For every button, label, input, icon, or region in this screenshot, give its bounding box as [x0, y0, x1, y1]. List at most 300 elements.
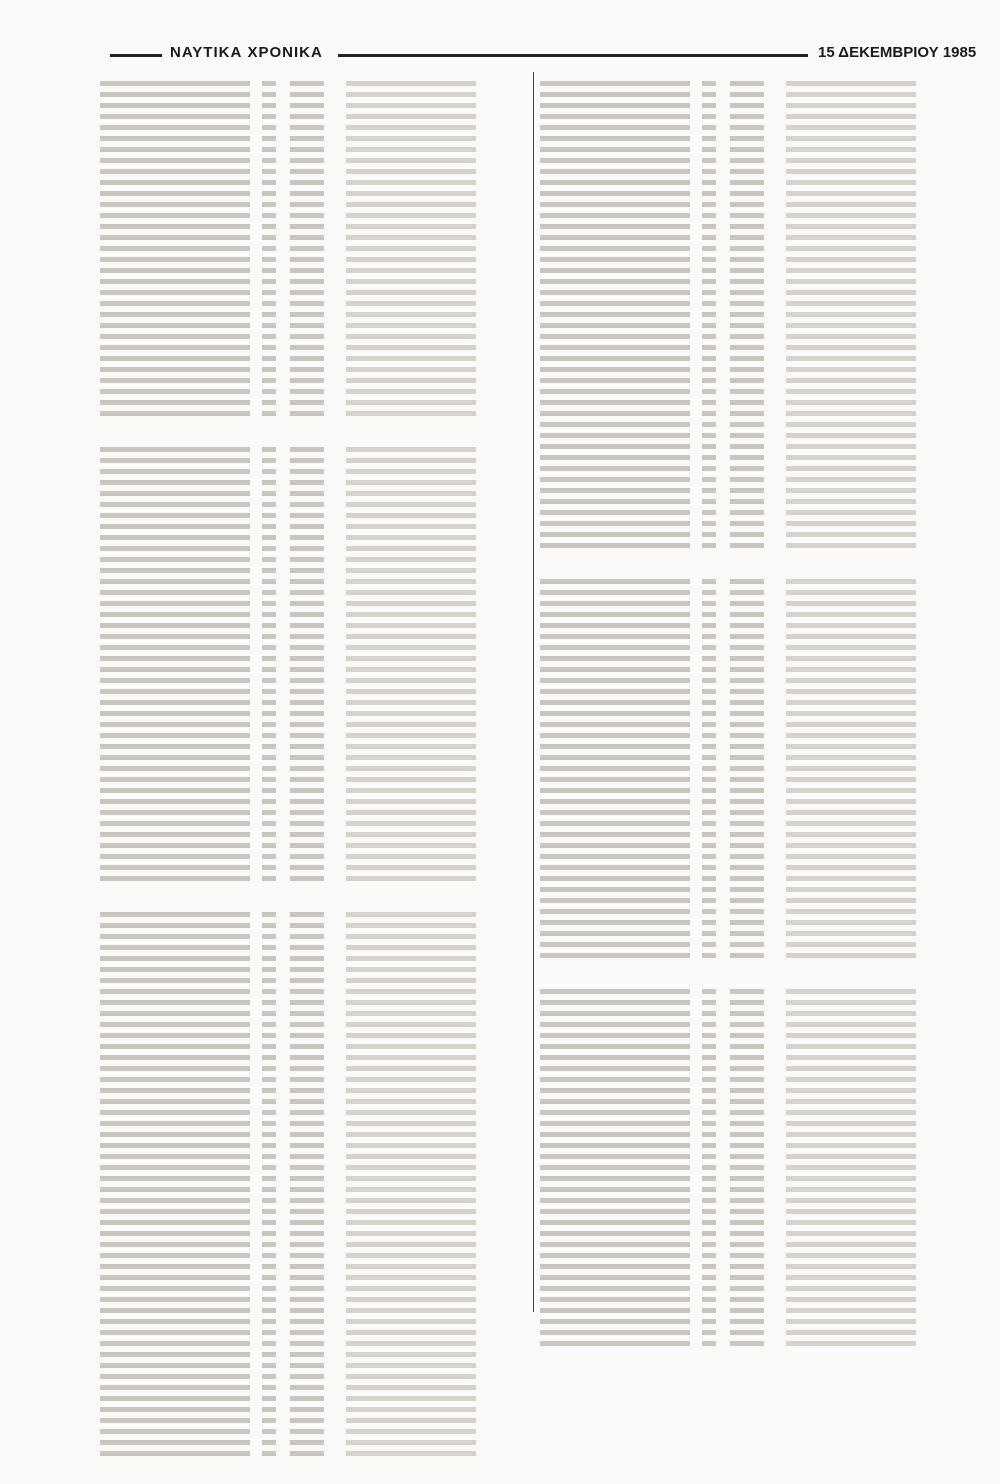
yr-placeholder: [262, 458, 276, 463]
st-placeholder: [346, 491, 476, 496]
st-placeholder: [786, 301, 916, 306]
ship-listing-row-placeholder: [100, 1074, 535, 1084]
yr-placeholder: [702, 532, 716, 537]
st-placeholder: [346, 1165, 476, 1170]
grt-placeholder: [730, 887, 764, 892]
ship-listing-row-placeholder: [100, 364, 535, 374]
name-placeholder: [100, 722, 250, 727]
ship-listing-row-placeholder: [540, 1294, 975, 1304]
grt-placeholder: [290, 1242, 324, 1247]
ship-listing-row-placeholder: [540, 298, 975, 308]
yr-placeholder: [702, 136, 716, 141]
st-placeholder: [346, 934, 476, 939]
grt-placeholder: [730, 510, 764, 515]
name-placeholder: [540, 114, 690, 119]
st-placeholder: [346, 469, 476, 474]
name-placeholder: [540, 623, 690, 628]
ship-listing-row-placeholder: [100, 631, 535, 641]
name-placeholder: [540, 788, 690, 793]
grt-placeholder: [730, 1176, 764, 1181]
yr-placeholder: [262, 634, 276, 639]
grt-placeholder: [290, 678, 324, 683]
name-placeholder: [100, 1275, 250, 1280]
st-placeholder: [346, 367, 476, 372]
name-placeholder: [100, 1110, 250, 1115]
ship-listing-row-placeholder: [540, 111, 975, 121]
name-placeholder: [100, 799, 250, 804]
st-placeholder: [346, 722, 476, 727]
name-placeholder: [100, 1132, 250, 1137]
ship-listing-row-placeholder: [540, 276, 975, 286]
ship-listing-row-placeholder: [100, 298, 535, 308]
st-placeholder: [786, 1319, 916, 1324]
st-placeholder: [346, 799, 476, 804]
grt-placeholder: [290, 1396, 324, 1401]
yr-placeholder: [702, 323, 716, 328]
st-placeholder: [346, 678, 476, 683]
yr-placeholder: [262, 1451, 276, 1456]
grt-placeholder: [730, 235, 764, 240]
yr-placeholder: [262, 777, 276, 782]
name-placeholder: [100, 246, 250, 251]
name-placeholder: [540, 257, 690, 262]
st-placeholder: [786, 1286, 916, 1291]
yr-placeholder: [262, 744, 276, 749]
name-placeholder: [540, 422, 690, 427]
st-placeholder: [786, 158, 916, 163]
ship-listing-row-placeholder: [540, 199, 975, 209]
yr-placeholder: [262, 667, 276, 672]
ship-listing-row-placeholder: [100, 1437, 535, 1447]
yr-placeholder: [702, 689, 716, 694]
st-placeholder: [786, 345, 916, 350]
yr-placeholder: [262, 312, 276, 317]
grt-placeholder: [730, 744, 764, 749]
name-placeholder: [540, 1055, 690, 1060]
ship-listing-row-placeholder: [540, 950, 975, 960]
yr-placeholder: [702, 433, 716, 438]
name-placeholder: [540, 832, 690, 837]
yr-placeholder: [702, 1209, 716, 1214]
grt-placeholder: [730, 1110, 764, 1115]
st-placeholder: [346, 1066, 476, 1071]
grt-placeholder: [730, 334, 764, 339]
yr-placeholder: [262, 378, 276, 383]
ship-listing-row-placeholder: [540, 741, 975, 751]
yr-placeholder: [702, 612, 716, 617]
yr-placeholder: [262, 945, 276, 950]
ship-listing-row-placeholder: [100, 111, 535, 121]
yr-placeholder: [702, 1143, 716, 1148]
ship-listing-row-placeholder: [100, 1448, 535, 1458]
ship-listing-row-placeholder: [100, 166, 535, 176]
yr-placeholder: [702, 257, 716, 262]
name-placeholder: [100, 788, 250, 793]
yr-placeholder: [702, 788, 716, 793]
ship-listing-row-placeholder: [100, 554, 535, 564]
ship-listing-row-placeholder: [100, 609, 535, 619]
ship-listing-row-placeholder: [540, 939, 975, 949]
name-placeholder: [100, 502, 250, 507]
grt-placeholder: [290, 356, 324, 361]
ship-listing-row-placeholder: [540, 1184, 975, 1194]
name-placeholder: [540, 733, 690, 738]
st-placeholder: [346, 821, 476, 826]
name-placeholder: [100, 367, 250, 372]
ship-listing-row-placeholder: [100, 177, 535, 187]
name-placeholder: [100, 1297, 250, 1302]
name-placeholder: [100, 1176, 250, 1181]
name-placeholder: [100, 854, 250, 859]
ship-listing-row-placeholder: [100, 752, 535, 762]
st-placeholder: [346, 1330, 476, 1335]
ship-listing-row-placeholder: [540, 587, 975, 597]
yr-placeholder: [702, 678, 716, 683]
grt-placeholder: [730, 345, 764, 350]
name-placeholder: [540, 290, 690, 295]
ship-listing-row-placeholder: [100, 1140, 535, 1150]
grt-placeholder: [290, 268, 324, 273]
grt-placeholder: [730, 1055, 764, 1060]
yr-placeholder: [262, 821, 276, 826]
name-placeholder: [100, 956, 250, 961]
grt-placeholder: [290, 1253, 324, 1258]
name-placeholder: [100, 480, 250, 485]
grt-placeholder: [730, 1264, 764, 1269]
yr-placeholder: [702, 843, 716, 848]
st-placeholder: [346, 158, 476, 163]
yr-placeholder: [702, 147, 716, 152]
name-placeholder: [100, 821, 250, 826]
st-placeholder: [346, 1374, 476, 1379]
ship-listing-row-placeholder: [100, 909, 535, 919]
yr-placeholder: [262, 1242, 276, 1247]
grt-placeholder: [290, 777, 324, 782]
ship-listing-row-placeholder: [540, 1228, 975, 1238]
name-placeholder: [540, 656, 690, 661]
grt-placeholder: [290, 579, 324, 584]
ship-listing-row-placeholder: [540, 1129, 975, 1139]
st-placeholder: [786, 1099, 916, 1104]
st-placeholder: [346, 1209, 476, 1214]
ship-listing-row-placeholder: [100, 276, 535, 286]
yr-placeholder: [702, 989, 716, 994]
grt-placeholder: [290, 667, 324, 672]
st-placeholder: [346, 1385, 476, 1390]
name-placeholder: [100, 1253, 250, 1258]
name-placeholder: [100, 400, 250, 405]
yr-placeholder: [702, 180, 716, 185]
ship-listing-row-placeholder: [540, 1085, 975, 1095]
yr-placeholder: [262, 1297, 276, 1302]
st-placeholder: [346, 92, 476, 97]
st-placeholder: [346, 1264, 476, 1269]
ship-listing-row-placeholder: [540, 807, 975, 817]
grt-placeholder: [730, 645, 764, 650]
yr-placeholder: [262, 147, 276, 152]
st-placeholder: [786, 1275, 916, 1280]
name-placeholder: [540, 810, 690, 815]
name-placeholder: [100, 1209, 250, 1214]
name-placeholder: [540, 103, 690, 108]
ship-listing-row-placeholder: [100, 353, 535, 363]
name-placeholder: [540, 543, 690, 548]
grt-placeholder: [290, 513, 324, 518]
grt-placeholder: [730, 1253, 764, 1258]
grt-placeholder: [290, 945, 324, 950]
yr-placeholder: [702, 1099, 716, 1104]
name-placeholder: [100, 147, 250, 152]
st-placeholder: [786, 1154, 916, 1159]
grt-placeholder: [290, 1099, 324, 1104]
grt-placeholder: [730, 634, 764, 639]
st-placeholder: [346, 1297, 476, 1302]
yr-placeholder: [262, 92, 276, 97]
ship-listing-row-placeholder: [100, 942, 535, 952]
name-placeholder: [540, 590, 690, 595]
name-placeholder: [540, 1110, 690, 1115]
grt-placeholder: [730, 466, 764, 471]
ship-listing-row-placeholder: [540, 598, 975, 608]
yr-placeholder: [262, 832, 276, 837]
name-placeholder: [540, 169, 690, 174]
ship-listing-row-placeholder: [100, 1217, 535, 1227]
ship-listing-row-placeholder: [540, 818, 975, 828]
name-placeholder: [100, 1022, 250, 1027]
ship-listing-row-placeholder: [540, 1261, 975, 1271]
st-placeholder: [346, 967, 476, 972]
name-placeholder: [100, 1374, 250, 1379]
name-placeholder: [100, 579, 250, 584]
grt-placeholder: [290, 1363, 324, 1368]
ship-listing-row-placeholder: [540, 928, 975, 938]
yr-placeholder: [702, 1176, 716, 1181]
ship-listing-row-placeholder: [540, 1041, 975, 1051]
grt-placeholder: [730, 1319, 764, 1324]
grt-placeholder: [290, 301, 324, 306]
yr-placeholder: [262, 799, 276, 804]
yr-placeholder: [702, 733, 716, 738]
grt-placeholder: [730, 246, 764, 251]
st-placeholder: [786, 876, 916, 881]
ship-listing-row-placeholder: [540, 397, 975, 407]
name-placeholder: [100, 967, 250, 972]
st-placeholder: [786, 799, 916, 804]
yr-placeholder: [702, 92, 716, 97]
name-placeholder: [540, 202, 690, 207]
name-placeholder: [100, 92, 250, 97]
name-placeholder: [540, 1011, 690, 1016]
name-placeholder: [540, 744, 690, 749]
grt-placeholder: [290, 103, 324, 108]
grt-placeholder: [730, 521, 764, 526]
grt-placeholder: [730, 1220, 764, 1225]
ship-listing-row-placeholder: [100, 122, 535, 132]
grt-placeholder: [290, 612, 324, 617]
grt-placeholder: [290, 788, 324, 793]
st-placeholder: [786, 1330, 916, 1335]
st-placeholder: [786, 1220, 916, 1225]
grt-placeholder: [290, 912, 324, 917]
grt-placeholder: [290, 1165, 324, 1170]
yr-placeholder: [702, 499, 716, 504]
grt-placeholder: [730, 92, 764, 97]
yr-placeholder: [262, 1121, 276, 1126]
yr-placeholder: [262, 1253, 276, 1258]
name-placeholder: [540, 301, 690, 306]
yr-placeholder: [262, 1088, 276, 1093]
grt-placeholder: [730, 942, 764, 947]
name-placeholder: [100, 1308, 250, 1313]
ship-listing-row-placeholder: [100, 1195, 535, 1205]
ship-listing-row-placeholder: [100, 730, 535, 740]
ship-listing-row-placeholder: [100, 100, 535, 110]
name-placeholder: [540, 854, 690, 859]
st-placeholder: [346, 1231, 476, 1236]
name-placeholder: [100, 590, 250, 595]
ship-listing-row-placeholder: [540, 1096, 975, 1106]
name-placeholder: [540, 312, 690, 317]
st-placeholder: [786, 656, 916, 661]
ship-listing-row-placeholder: [540, 419, 975, 429]
grt-placeholder: [730, 931, 764, 936]
st-placeholder: [786, 953, 916, 958]
yr-placeholder: [262, 469, 276, 474]
st-placeholder: [346, 546, 476, 551]
name-placeholder: [100, 1242, 250, 1247]
yr-placeholder: [702, 601, 716, 606]
grt-placeholder: [290, 1187, 324, 1192]
ship-listing-row-placeholder: [100, 466, 535, 476]
ship-listing-row-placeholder: [540, 122, 975, 132]
yr-placeholder: [702, 755, 716, 760]
yr-placeholder: [702, 521, 716, 526]
name-placeholder: [540, 722, 690, 727]
grt-placeholder: [730, 136, 764, 141]
grt-placeholder: [730, 290, 764, 295]
ship-listing-row-placeholder: [100, 1283, 535, 1293]
st-placeholder: [346, 235, 476, 240]
name-placeholder: [100, 103, 250, 108]
yr-placeholder: [262, 1363, 276, 1368]
yr-placeholder: [262, 1165, 276, 1170]
yr-placeholder: [702, 711, 716, 716]
yr-placeholder: [702, 623, 716, 628]
yr-placeholder: [262, 989, 276, 994]
grt-placeholder: [730, 532, 764, 537]
st-placeholder: [346, 1176, 476, 1181]
st-placeholder: [346, 1308, 476, 1313]
grt-placeholder: [290, 557, 324, 562]
yr-placeholder: [262, 1132, 276, 1137]
yr-placeholder: [702, 389, 716, 394]
name-placeholder: [100, 865, 250, 870]
st-placeholder: [346, 1187, 476, 1192]
yr-placeholder: [262, 502, 276, 507]
st-placeholder: [786, 1187, 916, 1192]
st-placeholder: [786, 689, 916, 694]
yr-placeholder: [262, 1418, 276, 1423]
grt-placeholder: [290, 1077, 324, 1082]
st-placeholder: [786, 477, 916, 482]
name-placeholder: [540, 147, 690, 152]
st-placeholder: [346, 1418, 476, 1423]
ship-listing-row-placeholder: [100, 1206, 535, 1216]
st-placeholder: [346, 854, 476, 859]
grt-placeholder: [730, 1022, 764, 1027]
grt-placeholder: [730, 114, 764, 119]
yr-placeholder: [262, 480, 276, 485]
name-placeholder: [100, 411, 250, 416]
left-column: [100, 78, 535, 1484]
st-placeholder: [346, 1275, 476, 1280]
grt-placeholder: [290, 158, 324, 163]
grt-placeholder: [290, 967, 324, 972]
yr-placeholder: [702, 634, 716, 639]
st-placeholder: [346, 224, 476, 229]
name-placeholder: [540, 1154, 690, 1159]
st-placeholder: [346, 411, 476, 416]
ship-listing-row-placeholder: [540, 1327, 975, 1337]
name-placeholder: [100, 136, 250, 141]
grt-placeholder: [290, 711, 324, 716]
grt-placeholder: [290, 799, 324, 804]
st-placeholder: [786, 920, 916, 925]
name-placeholder: [100, 1451, 250, 1456]
st-placeholder: [786, 810, 916, 815]
ship-listing-row-placeholder: [100, 1305, 535, 1315]
name-placeholder: [540, 711, 690, 716]
name-placeholder: [100, 601, 250, 606]
name-placeholder: [100, 1000, 250, 1005]
st-placeholder: [346, 169, 476, 174]
ship-listing-row-placeholder: [540, 1074, 975, 1084]
name-placeholder: [100, 1319, 250, 1324]
yr-placeholder: [702, 488, 716, 493]
grt-placeholder: [290, 1297, 324, 1302]
st-placeholder: [346, 125, 476, 130]
grt-placeholder: [290, 191, 324, 196]
st-placeholder: [346, 865, 476, 870]
name-placeholder: [540, 1209, 690, 1214]
st-placeholder: [786, 268, 916, 273]
ship-listing-row-placeholder: [540, 664, 975, 674]
name-placeholder: [100, 634, 250, 639]
ship-listing-row-placeholder: [100, 1085, 535, 1095]
name-placeholder: [100, 1099, 250, 1104]
grt-placeholder: [730, 378, 764, 383]
yr-placeholder: [702, 268, 716, 273]
grt-placeholder: [290, 312, 324, 317]
yr-placeholder: [262, 1011, 276, 1016]
ship-listing-row-placeholder: [100, 1349, 535, 1359]
st-placeholder: [786, 312, 916, 317]
grt-placeholder: [730, 689, 764, 694]
name-placeholder: [540, 1187, 690, 1192]
yr-placeholder: [262, 1308, 276, 1313]
grt-placeholder: [730, 1088, 764, 1093]
grt-placeholder: [290, 1176, 324, 1181]
name-placeholder: [540, 235, 690, 240]
grt-placeholder: [290, 1352, 324, 1357]
st-placeholder: [786, 1110, 916, 1115]
yr-placeholder: [262, 1231, 276, 1236]
name-placeholder: [540, 1330, 690, 1335]
name-placeholder: [100, 1121, 250, 1126]
ship-listing-row-placeholder: [100, 133, 535, 143]
ship-listing-row-placeholder: [540, 906, 975, 916]
name-placeholder: [540, 920, 690, 925]
